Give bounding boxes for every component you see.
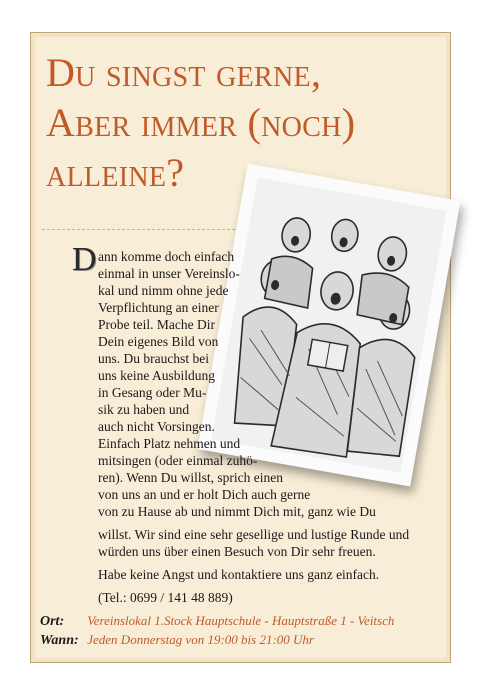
body-line: ann komme doch einfach — [98, 249, 235, 264]
body-line: von uns an und er holt Dich auch gerne — [98, 487, 311, 502]
body-line: würden uns über einen Besuch von Dir sehr freuen. — [98, 544, 376, 559]
body-line: sik zu haben und — [98, 402, 190, 417]
body-line: Dein eigenes Bild von — [98, 334, 219, 349]
body-line: auch nicht Vorsingen. — [98, 419, 215, 434]
body-line: uns. Du brauchst bei — [98, 351, 209, 366]
headline-line-1: Du singst gerne, — [46, 50, 322, 95]
body-line: ren). Wenn Du willst, sprich einen — [98, 470, 283, 485]
location-label: Ort: — [40, 614, 65, 629]
location-value: Vereinslokal 1.Stock Hauptschule - Hauptstraße 1 - Veitsch — [87, 613, 395, 628]
body-line: Einfach Platz nehmen und — [98, 436, 241, 451]
time-label: Wann: — [40, 633, 79, 648]
body-line: einmal in unser Vereinslo- — [98, 266, 240, 281]
drop-cap: D — [72, 241, 97, 278]
location-row — [40, 613, 394, 630]
body-line: Probe teil. Mache Dir — [98, 317, 215, 332]
time-value: Jeden Donnerstag von 19:00 bis 21:00 Uhr — [87, 632, 314, 647]
body-line: kal und nimm ohne jede — [98, 283, 229, 298]
body-line: willst. Wir sind eine sehr gesellige und lustige Runde und — [98, 527, 410, 542]
headline-line-3: alleine? — [46, 150, 185, 195]
body-line: Verpflichtung an einer — [98, 300, 219, 315]
phone-number: (Tel.: 0699 / 141 48 889) — [98, 590, 233, 605]
time-row — [40, 632, 314, 649]
singers-illustration — [211, 177, 446, 472]
body-line: in Gesang oder Mu- — [98, 385, 207, 400]
body-line: von zu Hause ab und nimmt Dich mit, ganz wie Du — [98, 504, 376, 519]
body-line: mitsingen (oder einmal zuhö- — [98, 453, 258, 468]
body-line: uns keine Ausbildung — [98, 368, 215, 383]
headline-line-2: Aber immer (noch) — [46, 100, 356, 145]
body-line: Habe keine Angst und kontaktiere uns ganz einfach. — [98, 567, 380, 582]
